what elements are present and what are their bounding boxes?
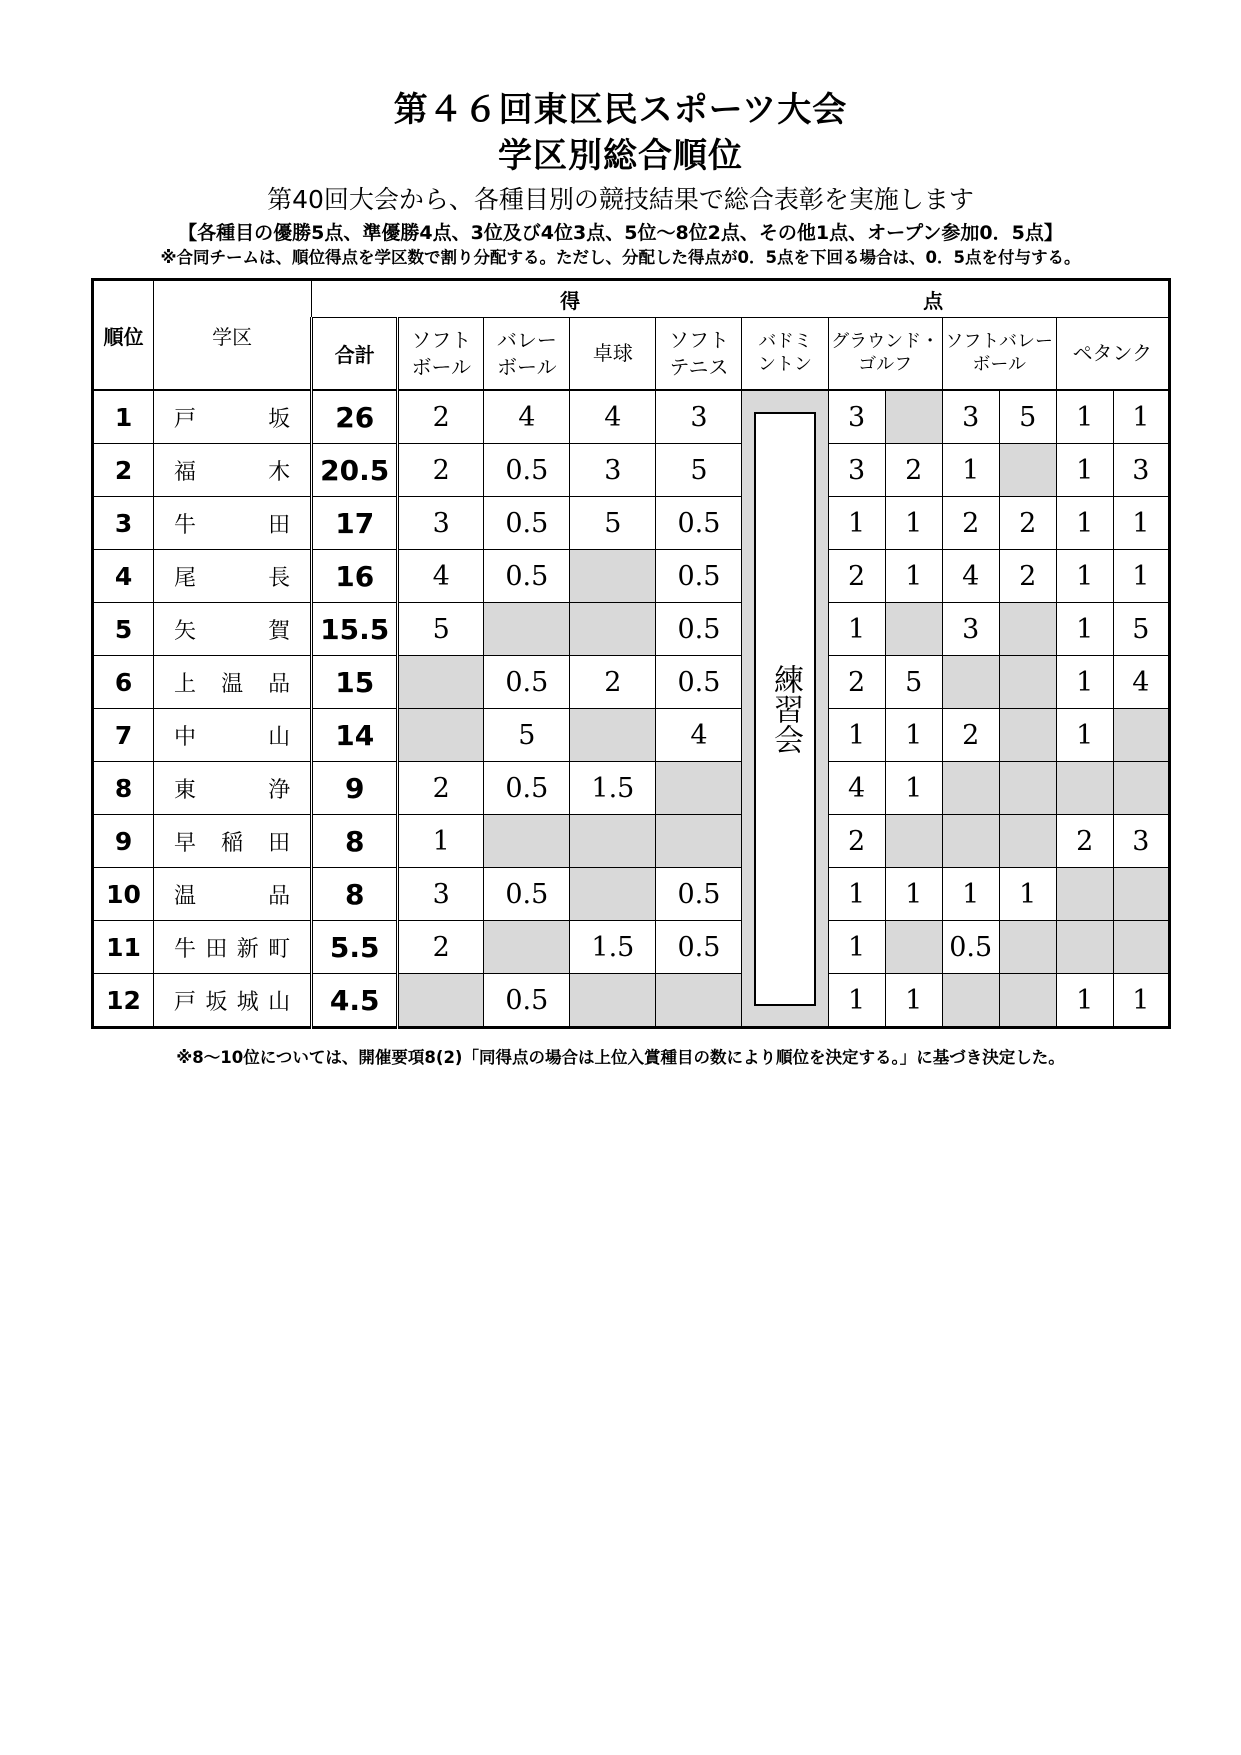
ground-golf-a-cell: 1 — [828, 603, 885, 656]
scoring-rule: 【各種目の優勝5点、準優勝4点、3位及び4位3点、5位～8位2点、その他1点、オープン参加0．5点】 — [178, 222, 1063, 244]
soft-volleyball-a-cell: 1 — [942, 444, 999, 497]
ground-golf-a-cell: 1 — [828, 974, 885, 1028]
petanque-b-cell: 3 — [1113, 444, 1169, 497]
petanque-a-cell: 1 — [1056, 974, 1113, 1028]
soft-volleyball-b-cell — [999, 815, 1056, 868]
rank-cell: 7 — [93, 709, 154, 762]
volleyball-cell: 0.5 — [484, 656, 570, 709]
soft-volleyball-a-cell — [942, 656, 999, 709]
volleyball-cell: 0.5 — [484, 497, 570, 550]
total-cell: 5.5 — [312, 921, 398, 974]
table-tennis-cell: 5 — [570, 497, 656, 550]
soft-volleyball-b-cell — [999, 603, 1056, 656]
petanque-b-cell — [1113, 709, 1169, 762]
header-ground-golf: グラウンド・ ゴルフ — [828, 318, 942, 391]
softball-cell: 1 — [398, 815, 484, 868]
district-cell: 牛田新町 — [154, 921, 312, 974]
table-tennis-cell — [570, 815, 656, 868]
ground-golf-b-cell — [885, 921, 942, 974]
ground-golf-a-cell: 2 — [828, 815, 885, 868]
volleyball-cell — [484, 815, 570, 868]
soft-volleyball-a-cell: 0.5 — [942, 921, 999, 974]
rank-cell: 3 — [93, 497, 154, 550]
soft-tennis-cell — [656, 974, 742, 1028]
petanque-a-cell — [1056, 868, 1113, 921]
soft-volleyball-b-cell: 1 — [999, 868, 1056, 921]
ground-golf-b-cell — [885, 815, 942, 868]
ground-golf-b-cell — [885, 603, 942, 656]
table-tennis-cell: 4 — [570, 390, 656, 444]
petanque-a-cell: 1 — [1056, 709, 1113, 762]
rank-cell: 6 — [93, 656, 154, 709]
petanque-b-cell: 1 — [1113, 497, 1169, 550]
badminton-practice-box — [754, 412, 815, 1006]
volleyball-cell: 4 — [484, 390, 570, 444]
petanque-b-cell: 1 — [1113, 390, 1169, 444]
header-softball: ソフト ボール — [398, 318, 484, 391]
volleyball-cell — [484, 603, 570, 656]
table-tennis-cell: 1.5 — [570, 762, 656, 815]
petanque-a-cell — [1056, 921, 1113, 974]
district-cell: 尾長 — [154, 550, 312, 603]
header-petanque: ペタンク — [1056, 318, 1169, 391]
ground-golf-a-cell: 1 — [828, 497, 885, 550]
joint-team-note: ※合同チームは、順位得点を学区数で割り分配する。ただし、分配した得点が0．5点を下回る場合は、0．5点を付与する。 — [160, 248, 1081, 267]
district-cell: 福木 — [154, 444, 312, 497]
soft-tennis-cell: 0.5 — [656, 656, 742, 709]
table-row — [93, 815, 1170, 868]
total-cell: 8 — [312, 815, 398, 868]
district-cell: 戸坂城山 — [154, 974, 312, 1028]
petanque-a-cell: 1 — [1056, 603, 1113, 656]
soft-volleyball-a-cell: 2 — [942, 497, 999, 550]
page-subtitle-title: 学区別総合順位 — [498, 136, 743, 176]
soft-tennis-cell: 0.5 — [656, 497, 742, 550]
petanque-b-cell — [1113, 762, 1169, 815]
soft-volleyball-b-cell — [999, 656, 1056, 709]
soft-volleyball-a-cell — [942, 974, 999, 1028]
petanque-b-cell: 1 — [1113, 974, 1169, 1028]
table-row — [93, 709, 1170, 762]
table-tennis-cell — [570, 974, 656, 1028]
district-cell: 牛田 — [154, 497, 312, 550]
header-district: 学区 — [154, 280, 312, 391]
rank-cell: 5 — [93, 603, 154, 656]
ground-golf-a-cell: 3 — [828, 444, 885, 497]
table-tennis-cell: 3 — [570, 444, 656, 497]
total-cell: 17 — [312, 497, 398, 550]
table-tennis-cell: 1.5 — [570, 921, 656, 974]
rank-cell: 8 — [93, 762, 154, 815]
subtitle: 第40回大会から、各種目別の競技結果で総合表彰を実施します — [267, 185, 974, 214]
soft-volleyball-a-cell — [942, 762, 999, 815]
rank-cell: 11 — [93, 921, 154, 974]
softball-cell: 2 — [398, 921, 484, 974]
table-row — [93, 390, 1170, 444]
rank-cell: 4 — [93, 550, 154, 603]
petanque-b-cell: 3 — [1113, 815, 1169, 868]
ground-golf-a-cell: 2 — [828, 656, 885, 709]
header-rank: 順位 — [93, 280, 154, 391]
softball-cell — [398, 974, 484, 1028]
volleyball-cell: 0.5 — [484, 974, 570, 1028]
table-tennis-cell — [570, 550, 656, 603]
rank-cell: 2 — [93, 444, 154, 497]
table-tennis-cell — [570, 709, 656, 762]
badminton-practice-cell — [742, 390, 828, 1028]
soft-tennis-cell: 5 — [656, 444, 742, 497]
ground-golf-b-cell: 1 — [885, 709, 942, 762]
soft-tennis-cell: 0.5 — [656, 550, 742, 603]
district-cell: 東浄 — [154, 762, 312, 815]
total-cell: 20.5 — [312, 444, 398, 497]
petanque-a-cell — [1056, 762, 1113, 815]
table-row — [93, 762, 1170, 815]
soft-volleyball-b-cell: 2 — [999, 550, 1056, 603]
header-total: 合計 — [312, 318, 398, 391]
volleyball-cell: 0.5 — [484, 444, 570, 497]
soft-volleyball-a-cell: 3 — [942, 390, 999, 444]
table-row — [93, 497, 1170, 550]
softball-cell — [398, 709, 484, 762]
ground-golf-b-cell: 1 — [885, 974, 942, 1028]
petanque-b-cell: 4 — [1113, 656, 1169, 709]
table-tennis-cell — [570, 868, 656, 921]
header-points-right: 点 — [828, 280, 1169, 318]
district-cell: 温品 — [154, 868, 312, 921]
petanque-b-cell — [1113, 921, 1169, 974]
header-badminton: バドミ ントン — [742, 318, 828, 391]
header-table-tennis: 卓球 — [570, 318, 656, 391]
table-tennis-cell — [570, 603, 656, 656]
standings-table — [91, 278, 1171, 1029]
soft-tennis-cell: 3 — [656, 390, 742, 444]
petanque-b-cell: 1 — [1113, 550, 1169, 603]
ground-golf-a-cell: 1 — [828, 709, 885, 762]
ground-golf-b-cell: 2 — [885, 444, 942, 497]
volleyball-cell: 5 — [484, 709, 570, 762]
header-soft-volleyball: ソフトバレー ボール — [942, 318, 1056, 391]
soft-volleyball-b-cell: 2 — [999, 497, 1056, 550]
soft-volleyball-b-cell — [999, 974, 1056, 1028]
ground-golf-a-cell: 3 — [828, 390, 885, 444]
softball-cell: 5 — [398, 603, 484, 656]
total-cell: 14 — [312, 709, 398, 762]
volleyball-cell: 0.5 — [484, 550, 570, 603]
total-cell: 26 — [312, 390, 398, 444]
table-row — [93, 444, 1170, 497]
soft-volleyball-b-cell: 5 — [999, 390, 1056, 444]
badminton-practice-label: 練習会 — [768, 663, 804, 754]
total-cell: 16 — [312, 550, 398, 603]
table-row — [93, 868, 1170, 921]
header-volleyball: バレー ボール — [484, 318, 570, 391]
footnote: ※8～10位については、開催要項8(2)「同得点の場合は上位入賞種目の数により順位を決定する。」に基づき決定した。 — [176, 1048, 1065, 1067]
table-row — [93, 656, 1170, 709]
soft-tennis-cell: 0.5 — [656, 921, 742, 974]
petanque-a-cell: 1 — [1056, 497, 1113, 550]
ground-golf-a-cell: 1 — [828, 921, 885, 974]
district-cell: 中山 — [154, 709, 312, 762]
district-cell: 上温品 — [154, 656, 312, 709]
soft-tennis-cell — [656, 815, 742, 868]
header-points-left: 得 — [312, 280, 828, 318]
soft-tennis-cell: 4 — [656, 709, 742, 762]
softball-cell: 2 — [398, 444, 484, 497]
soft-volleyball-a-cell: 2 — [942, 709, 999, 762]
ground-golf-b-cell: 1 — [885, 497, 942, 550]
total-cell: 8 — [312, 868, 398, 921]
total-cell: 9 — [312, 762, 398, 815]
softball-cell: 2 — [398, 762, 484, 815]
ground-golf-a-cell: 4 — [828, 762, 885, 815]
table-tennis-cell: 2 — [570, 656, 656, 709]
petanque-b-cell — [1113, 868, 1169, 921]
volleyball-cell: 0.5 — [484, 762, 570, 815]
ground-golf-b-cell: 1 — [885, 868, 942, 921]
petanque-a-cell: 1 — [1056, 390, 1113, 444]
district-cell: 早稲田 — [154, 815, 312, 868]
softball-cell: 4 — [398, 550, 484, 603]
volleyball-cell — [484, 921, 570, 974]
soft-tennis-cell — [656, 762, 742, 815]
district-cell: 矢賀 — [154, 603, 312, 656]
total-cell: 4.5 — [312, 974, 398, 1028]
softball-cell: 3 — [398, 868, 484, 921]
table-row — [93, 921, 1170, 974]
ground-golf-a-cell: 2 — [828, 550, 885, 603]
softball-cell — [398, 656, 484, 709]
volleyball-cell: 0.5 — [484, 868, 570, 921]
ground-golf-a-cell: 1 — [828, 868, 885, 921]
petanque-a-cell: 2 — [1056, 815, 1113, 868]
rank-cell: 10 — [93, 868, 154, 921]
soft-volleyball-b-cell — [999, 444, 1056, 497]
table-row — [93, 550, 1170, 603]
soft-volleyball-b-cell — [999, 762, 1056, 815]
soft-volleyball-b-cell — [999, 709, 1056, 762]
soft-volleyball-b-cell — [999, 921, 1056, 974]
soft-volleyball-a-cell: 4 — [942, 550, 999, 603]
soft-volleyball-a-cell: 3 — [942, 603, 999, 656]
softball-cell: 2 — [398, 390, 484, 444]
ground-golf-b-cell: 5 — [885, 656, 942, 709]
rank-cell: 9 — [93, 815, 154, 868]
soft-tennis-cell: 0.5 — [656, 868, 742, 921]
soft-tennis-cell: 0.5 — [656, 603, 742, 656]
petanque-b-cell: 5 — [1113, 603, 1169, 656]
table-row — [93, 603, 1170, 656]
table-row — [93, 974, 1170, 1028]
page-title: 第４６回東区民スポーツ大会 — [393, 90, 848, 130]
header-soft-tennis: ソフト テニス — [656, 318, 742, 391]
ground-golf-b-cell: 1 — [885, 762, 942, 815]
ground-golf-b-cell — [885, 390, 942, 444]
rank-cell: 12 — [93, 974, 154, 1028]
rank-cell: 1 — [93, 390, 154, 444]
soft-volleyball-a-cell — [942, 815, 999, 868]
ground-golf-b-cell: 1 — [885, 550, 942, 603]
district-cell: 戸坂 — [154, 390, 312, 444]
soft-volleyball-a-cell: 1 — [942, 868, 999, 921]
petanque-a-cell: 1 — [1056, 444, 1113, 497]
total-cell: 15 — [312, 656, 398, 709]
petanque-a-cell: 1 — [1056, 550, 1113, 603]
softball-cell: 3 — [398, 497, 484, 550]
total-cell: 15.5 — [312, 603, 398, 656]
petanque-a-cell: 1 — [1056, 656, 1113, 709]
